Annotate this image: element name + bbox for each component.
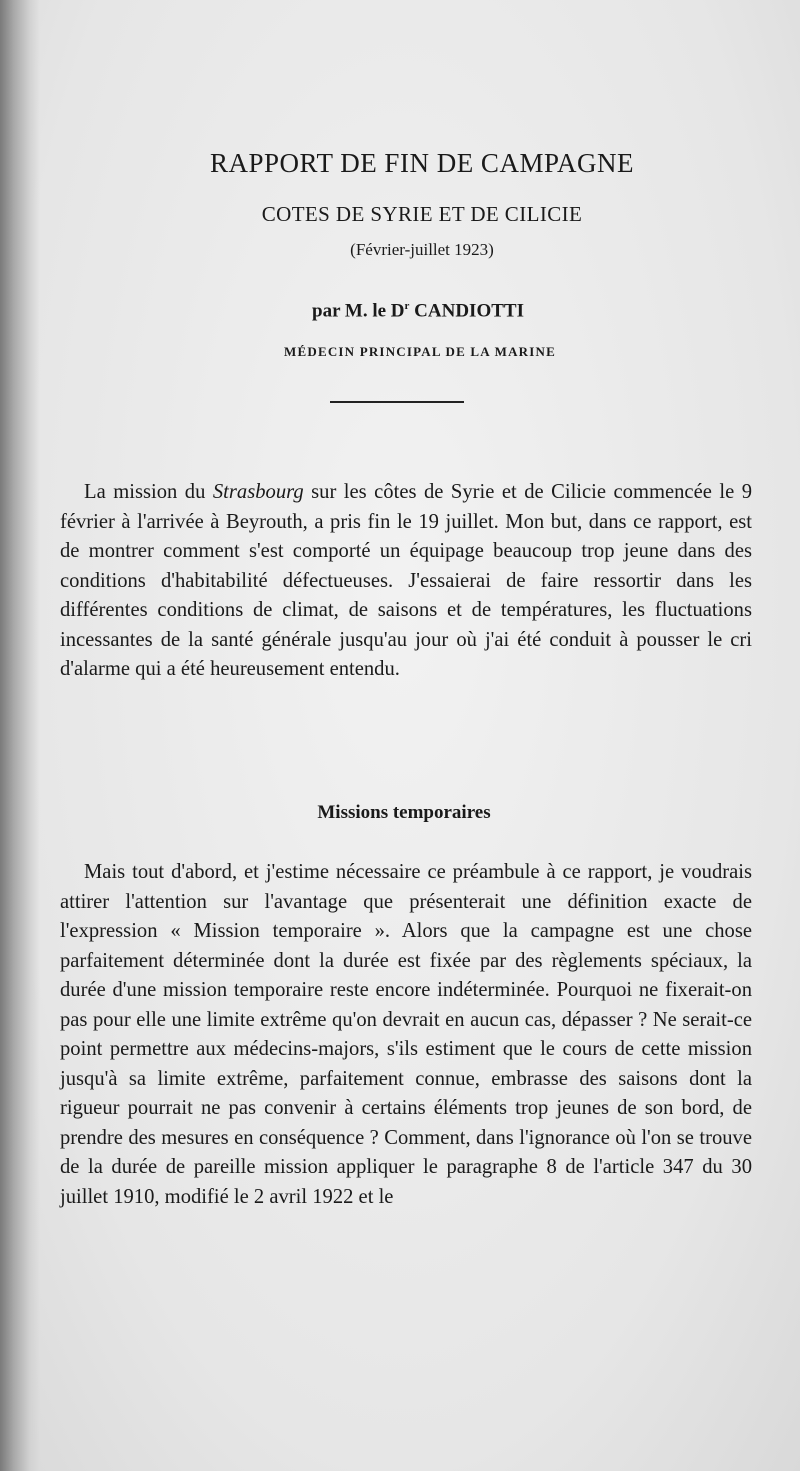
report-dates: (Février-juillet 1923) [350, 240, 494, 259]
ship-name: Strasbourg [212, 481, 304, 503]
author-rank: MÉDECIN PRINCIPAL DE LA MARINE [284, 344, 556, 359]
intro-paragraph [60, 478, 752, 685]
author-prefix: par M. le D [312, 300, 405, 322]
title-divider [330, 401, 464, 403]
author-degree: r [404, 300, 410, 312]
intro-text-start: La mission du [84, 481, 213, 503]
section-paragraph [60, 858, 752, 1212]
section-heading: Missions temporaires [317, 802, 491, 823]
section-paragraph-text: Mais tout d'abord, et j'estime nécessaire ce préambule à ce rapport, je voudrais attirer l'attention sur l'avantage que présenterait une définition exacte de l'expression « Mission temporaire ». Alors que la campagne est une chose parfaitement déterminée dont la durée est fixée par des règlements spéciaux, la durée d'une mission temporaire reste encore indéterminée. Pourquoi ne fixerait-on pas pour elle une limite extrême qu'on devrait en aucun cas, dépasser ? Ne serait-ce point permettre aux médecins-majors, s'ils estiment que le cours de cette mission jusqu'à sa limite extrême, parfaitement connue, embrasse des saisons dont la rigueur pourrait ne pas convenir à certains éléments trop jeunes de son bord, de prendre des mesures en conséquence ? Comment, dans l'ignorance où l'on se trouve de la durée de pareille mission appliquer le paragraphe 8 de l'article 347 du 30 juillet 1910, modifié le 2 avril 1922 et le [60, 861, 752, 1208]
author-line [18, 300, 800, 322]
intro-text-rest: sur les côtes de Syrie et de Cilicie commencée le 9 février à l'arrivée à Beyrouth, a pris fin le 19 juillet. Mon but, dans ce rapport, est de montrer comment s'est comporté un équipage beaucoup trop jeune dans des conditions d'habitabilité défectueuses. J'essaierai de faire ressortir dans les différentes conditions de climat, de saisons et de températures, les fluctuations incessantes de la santé générale jusqu'au jour où j'ai été conduit à pousser le cri d'alarme qui a été heureusement entendu. [60, 481, 752, 680]
report-subtitle: COTES DE SYRIE ET DE CILICIE [261, 202, 583, 226]
author-name: CANDIOTTI [409, 300, 524, 322]
report-title: RAPPORT DE FIN DE CAMPAGNE [210, 148, 634, 178]
